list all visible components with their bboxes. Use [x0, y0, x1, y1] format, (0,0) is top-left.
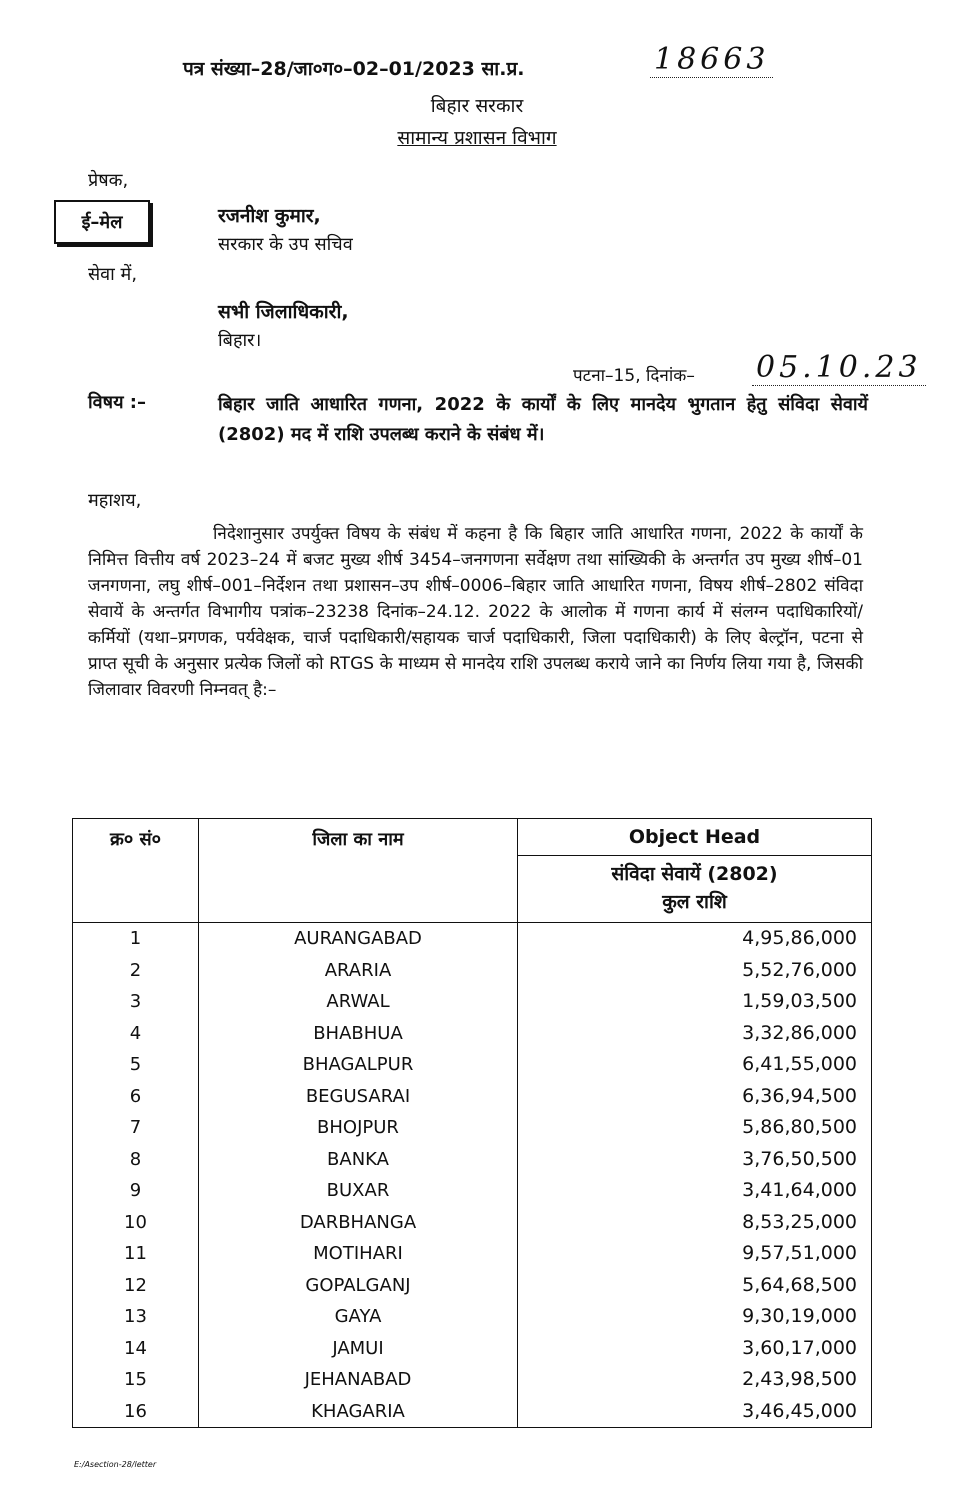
amount-cell: 1,59,03,500 — [518, 986, 872, 1018]
serial-number-cell: 7 — [73, 1112, 199, 1144]
table-row — [73, 1144, 872, 1176]
letter-number: पत्र संख्या–28/जा०ग०–02–01/2023 सा.प्र. — [183, 58, 525, 80]
district-name-cell: BHOJPUR — [199, 1112, 518, 1144]
handwritten-date: 05.10.23 — [752, 350, 926, 386]
table-row — [73, 1207, 872, 1239]
serial-number-cell: 1 — [73, 923, 199, 955]
table-row — [73, 1333, 872, 1365]
district-name-cell: BUXAR — [199, 1175, 518, 1207]
recipient-place: बिहार। — [218, 330, 262, 351]
district-name-cell: AURANGABAD — [199, 923, 518, 955]
amount-cell: 3,41,64,000 — [518, 1175, 872, 1207]
serial-number-cell: 10 — [73, 1207, 199, 1239]
serial-number-cell: 14 — [73, 1333, 199, 1365]
serial-number-cell: 11 — [73, 1238, 199, 1270]
handwritten-letter-number: 18663 — [650, 42, 773, 78]
header-amount — [518, 856, 872, 923]
amount-cell: 3,46,45,000 — [518, 1396, 872, 1428]
header-object-head: Object Head — [518, 819, 872, 856]
serial-number-cell: 8 — [73, 1144, 199, 1176]
serial-number-cell: 5 — [73, 1049, 199, 1081]
district-name-cell: BHAGALPUR — [199, 1049, 518, 1081]
amount-cell: 3,60,17,000 — [518, 1333, 872, 1365]
subject-text: बिहार जाति आधारित गणना, 2022 के कार्यों के लिए मानदेय भुगतान हेतु संविदा सेवायें (2802) मद में राशि उपलब्ध कराने के संबंध में। — [218, 394, 868, 445]
table-row — [73, 923, 872, 955]
amount-cell: 4,95,86,000 — [518, 923, 872, 955]
table-row — [73, 1175, 872, 1207]
serial-number-cell: 4 — [73, 1018, 199, 1050]
serial-number-cell: 2 — [73, 955, 199, 987]
recipient-name: सभी जिलाधिकारी, — [218, 301, 349, 323]
district-name-cell: ARWAL — [199, 986, 518, 1018]
table-row — [73, 1112, 872, 1144]
amount-cell: 3,32,86,000 — [518, 1018, 872, 1050]
sender-designation: सरकार के उप सचिव — [218, 234, 353, 255]
sender-name: रजनीश कुमार, — [218, 205, 321, 227]
amount-cell: 3,76,50,500 — [518, 1144, 872, 1176]
sender-label: प्रेषक, — [88, 170, 129, 191]
serial-number-cell: 16 — [73, 1396, 199, 1428]
amount-cell: 6,36,94,500 — [518, 1081, 872, 1113]
amount-cell: 5,64,68,500 — [518, 1270, 872, 1302]
amount-cell: 8,53,25,000 — [518, 1207, 872, 1239]
table-row — [73, 1049, 872, 1081]
amount-cell: 2,43,98,500 — [518, 1364, 872, 1396]
footer-file-path: E:/Asection-28/letter — [74, 1460, 157, 1469]
serial-number-cell: 12 — [73, 1270, 199, 1302]
department-name-text: सामान्य प्रशासन विभाग — [397, 127, 557, 149]
district-name-cell: ARARIA — [199, 955, 518, 987]
amount-cell: 9,57,51,000 — [518, 1238, 872, 1270]
amount-cell: 6,41,55,000 — [518, 1049, 872, 1081]
district-name-cell: JAMUI — [199, 1333, 518, 1365]
table-row — [73, 955, 872, 987]
serial-number-cell: 13 — [73, 1301, 199, 1333]
department-name — [0, 124, 954, 150]
amount-cell: 5,86,80,500 — [518, 1112, 872, 1144]
government-name: बिहार सरकार — [430, 95, 524, 117]
serial-number-cell: 6 — [73, 1081, 199, 1113]
table-row — [73, 1238, 872, 1270]
header-district-name: जिला का नाम — [199, 819, 518, 923]
table-row — [73, 1301, 872, 1333]
amount-cell: 9,30,19,000 — [518, 1301, 872, 1333]
district-name-cell: GOPALGANJ — [199, 1270, 518, 1302]
table-body — [73, 923, 872, 1428]
serial-number-cell: 15 — [73, 1364, 199, 1396]
header-amount-line-2: कुल राशि — [662, 891, 727, 913]
subject-label: विषय :– — [88, 392, 146, 413]
district-name-cell: BHABHUA — [199, 1018, 518, 1050]
table-row — [73, 1364, 872, 1396]
body-paragraph: निदेशानुसार उपर्युक्त विषय के संबंध में कहना है कि बिहार जाति आधारित गणना, 2022 के कार्यों के निमित्त वित्तीय वर्ष 2023–24 में बजट मुख्य शीर्ष 3454–जनगणना सर्वेक्षण तथा सांख्यिकी के अन्तर्गत उप मुख्य शीर्ष–01 जनगणना, लघु शीर्ष–001–निर्देशन तथा प्रशासन–उप शीर्ष–0006–बिहार जाति आधारित गणना, विषय शीर्ष–2802 संविदा सेवायें के अन्तर्गत विभागीय पत्रांक–23238 दिनांक–24.12. 2022 के आलोक में गणना कार्य में संलग्न पदाधिकारियों/कर्मियों (यथा–प्रगणक, पर्यवेक्षक, चार्ज पदाधिकारी/सहायक चार्ज पदाधिकारी, जिला पदाधिकारी) के लिए बेल्ट्रॉन, पटना से प्राप्त सूची के अनुसार प्रत्येक जिलों को RTGS के माध्यम से मानदेय राशि उपलब्ध कराये जाने का निर्णय लिया गया है, जिसकी जिलावार विवरणी निम्नवत् है:– — [88, 524, 863, 700]
header-serial-number: क्र० सं० — [73, 819, 199, 923]
table-row — [73, 1270, 872, 1302]
table-row — [73, 1018, 872, 1050]
district-name-cell: MOTIHARI — [199, 1238, 518, 1270]
amount-cell: 5,52,76,000 — [518, 955, 872, 987]
district-name-cell: BEGUSARAI — [199, 1081, 518, 1113]
table-row — [73, 986, 872, 1018]
salutation: महाशय, — [88, 490, 142, 511]
table-row — [73, 1081, 872, 1113]
district-name-cell: BANKA — [199, 1144, 518, 1176]
header-amount-line-1: संविदा सेवायें (2802) — [611, 863, 778, 885]
district-name-cell: JEHANABAD — [199, 1364, 518, 1396]
email-stamp: ई–मेल — [54, 200, 150, 244]
district-amount-table — [72, 818, 872, 1428]
district-name-cell: GAYA — [199, 1301, 518, 1333]
place-date-label: पटना–15, दिनांक– — [573, 366, 695, 386]
district-name-cell: KHAGARIA — [199, 1396, 518, 1428]
serial-number-cell: 9 — [73, 1175, 199, 1207]
table-row — [73, 1396, 872, 1428]
recipient-label: सेवा में, — [88, 264, 138, 285]
district-name-cell: DARBHANGA — [199, 1207, 518, 1239]
serial-number-cell: 3 — [73, 986, 199, 1018]
